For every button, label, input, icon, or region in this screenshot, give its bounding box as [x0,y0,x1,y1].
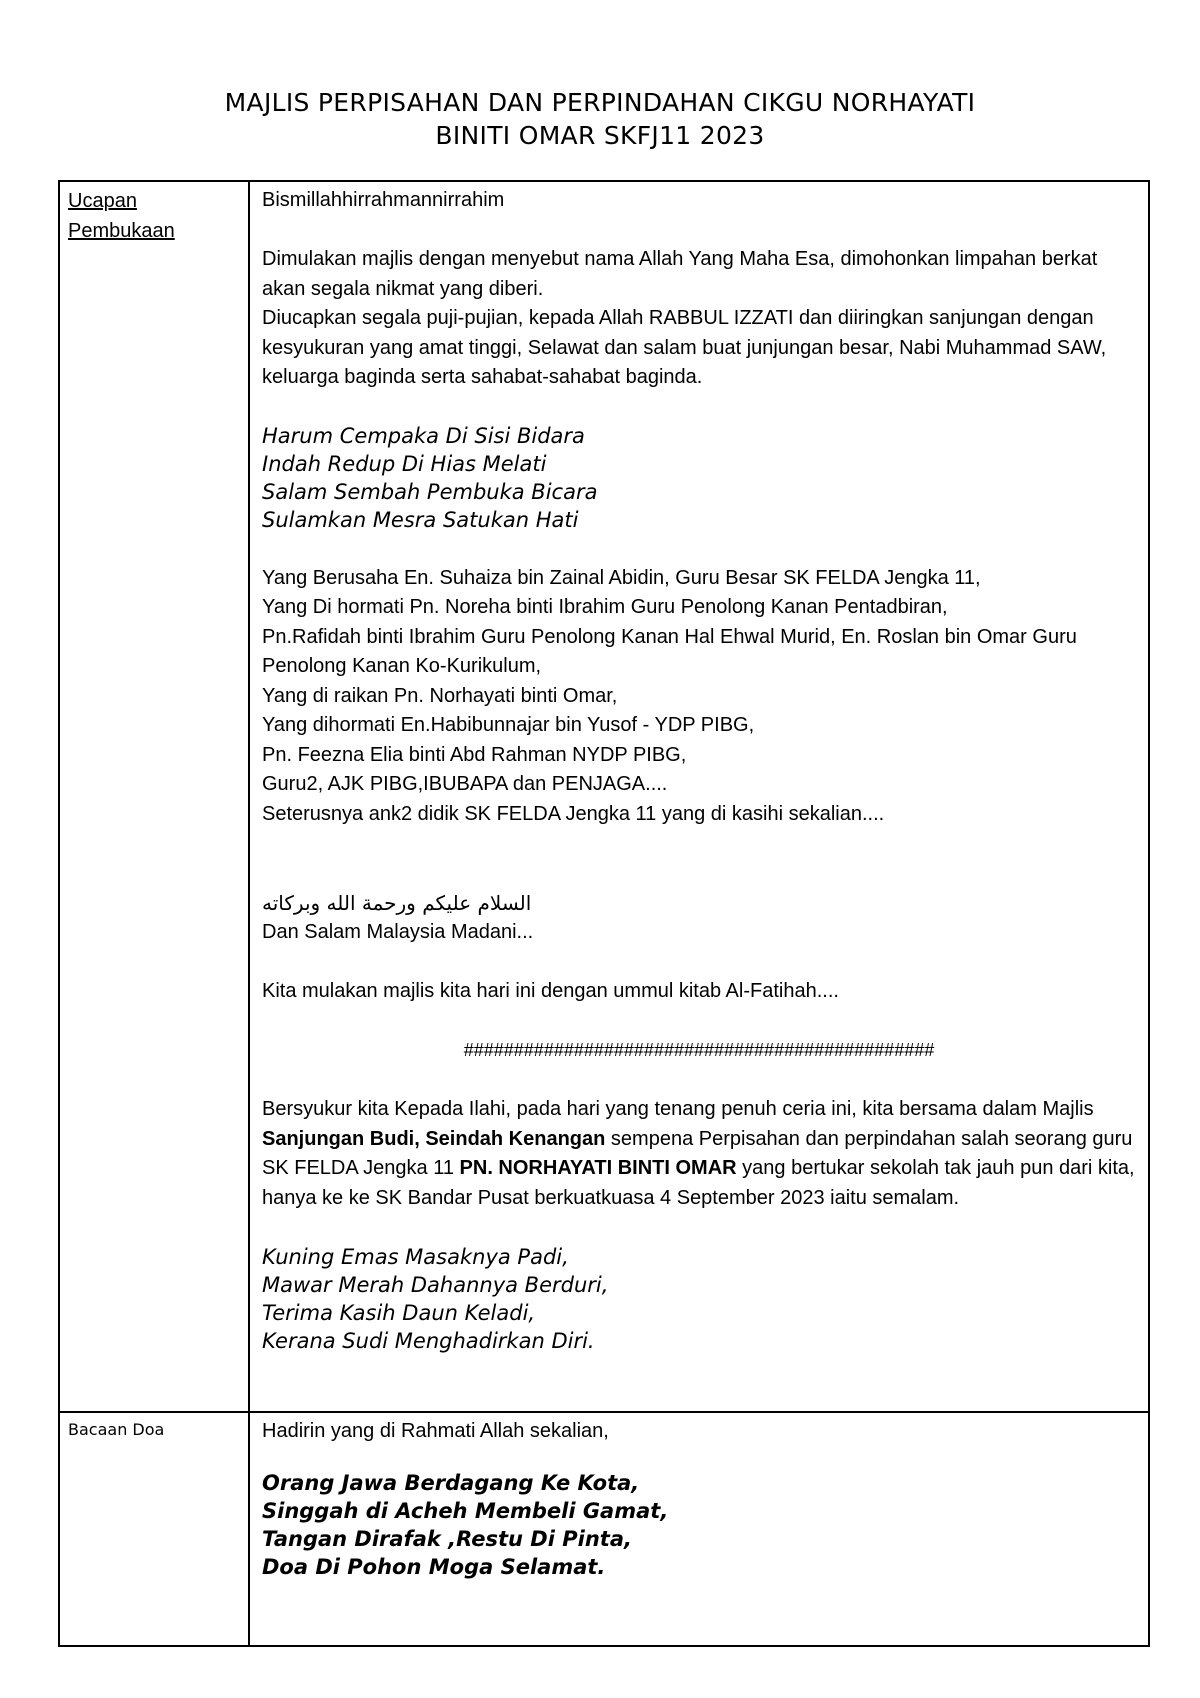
document-title [0,86,1200,152]
pantun-pembuka [262,422,1136,534]
label-cell [59,1412,249,1646]
pantun-line: Kerana Sudi Menghadirkan Diri. [262,1328,595,1353]
doa-intro: Hadirin yang di Rahmati Allah sekalian, [262,1420,609,1442]
pantun-line: Terima Kasih Daun Keladi, [262,1300,536,1325]
pantun-doa [262,1469,1136,1581]
greeting-line: Pn.Rafidah binti Ibrahim Guru Penolong Kanan Hal Ehwal Murid, En. Roslan bin Omar Guru Penolong Kanan Ko-Kurikulum, [262,625,1077,677]
greeting-line: Guru2, AJK PIBG,IBUBAPA dan PENJAGA.... [262,773,668,795]
salam-malaysia: Dan Salam Malaysia Madani... [262,921,534,943]
label-bacaan-doa: Bacaan Doa [68,1420,165,1439]
teacher-name: PN. NORHAYATI BINTI OMAR [459,1157,737,1179]
greeting-line: Pn. Feezna Elia binti Abd Rahman NYDP PIBG, [262,743,687,766]
paragraph-text: yang bertukar sekolah tak jauh pun dari kita, hanya ke ke SK Bandar Pusat berkuatkuasa 4 September 2023 iaitu semalam. [262,1157,1135,1209]
greeting-line: Seterusnya ank2 didik SK FELDA Jengka 11 yang di kasihi sekalian.... [262,802,885,825]
closing-block [262,918,1136,1243]
pantun-line: Harum Cempaka Di Sisi Bidara [262,424,585,448]
label-line-1: Ucapan [68,190,137,212]
intro-paragraph-2: Diucapkan segala puji-pujian, kepada Allah RABBUL IZZATI dan diiringkan sanjungan dengan kesyukuran yang amat tinggi, Selawat dan salam buat junjungan besar, Nabi Muhammad SAW, keluarga baginda serta sahabat-sahabat baginda. [262,307,1107,388]
arabic-salam: السلام عليكم ورحمة الله وبركاته [262,891,532,915]
pantun-line: Kuning Emas Masaknya Padi, [262,1244,569,1269]
greetings-block [262,534,1136,888]
table-row-ucapan-pembukaan [59,181,1149,1412]
greeting-line: Yang Berusaha En. Suhaiza bin Zainal Abidin, Guru Besar SK FELDA Jengka 11, [262,566,981,589]
content-cell [249,1412,1149,1646]
greeting-line: Yang dihormati En.Habibunnajar bin Yusof - YDP PIBG, [262,714,755,736]
greeting-line: Yang Di hormati Pn. Noreha binti Ibrahim Guru Penolong Kanan Pentadbiran, [262,596,948,618]
event-name: Sanjungan Budi, Seindah Kenangan [262,1127,606,1150]
pantun-line: Doa Di Pohon Moga Selamat. [262,1554,606,1579]
greeting-line: Yang di raikan Pn. Norhayati binti Omar, [262,684,618,707]
main-paragraph [262,1095,1136,1213]
pantun-line: Orang Jawa Berdagang Ke Kota, [262,1470,640,1495]
label-line-2: Pembukaan [68,220,175,242]
label-cell [59,181,249,1412]
pantun-line: Sulamkan Mesra Satukan Hati [262,508,579,532]
paragraph-text: sempena Perpisahan dan perpindahan salah seorang guru SK FELDA Jengka 11 [262,1127,1133,1179]
paragraph-text: Bersyukur kita Kepada Ilahi, pada hari yang tenang penuh ceria ini, kita bersama dalam Majlis [262,1098,1094,1120]
pantun-line: Mawar Merah Dahannya Berduri, [262,1272,609,1297]
title-line-1: MAJLIS PERPISAHAN DAN PERPINDAHAN CIKGU NORHAYATI [224,88,976,117]
content-cell [249,181,1149,1412]
intro-paragraph-1: Dimulakan majlis dengan menyebut nama Allah Yang Maha Esa, dimohonkan limpahan berkat akan segala nikmat yang diberi. [262,248,1098,300]
pantun-line: Singgah di Acheh Membeli Gamat, [262,1498,669,1523]
opening-text [262,186,1136,422]
table-row-bacaan-doa [59,1412,1149,1646]
bismillah: Bismillahhirrahmannirrahim [262,189,505,211]
pantun-terima-kasih [262,1243,1136,1355]
separator: ############################################### [463,1040,935,1060]
title-line-2: BINITI OMAR SKFJ11 2023 [435,121,765,150]
program-table [58,180,1150,1647]
pantun-line: Tangan Dirafak ,Restu Di Pinta, [262,1526,632,1551]
pantun-line: Salam Sembah Pembuka Bicara [262,480,598,504]
pantun-line: Indah Redup Di Hias Melati [262,452,547,476]
fatihah-line: Kita mulakan majlis kita hari ini dengan ummul kitab Al-Fatihah.... [262,980,839,1002]
